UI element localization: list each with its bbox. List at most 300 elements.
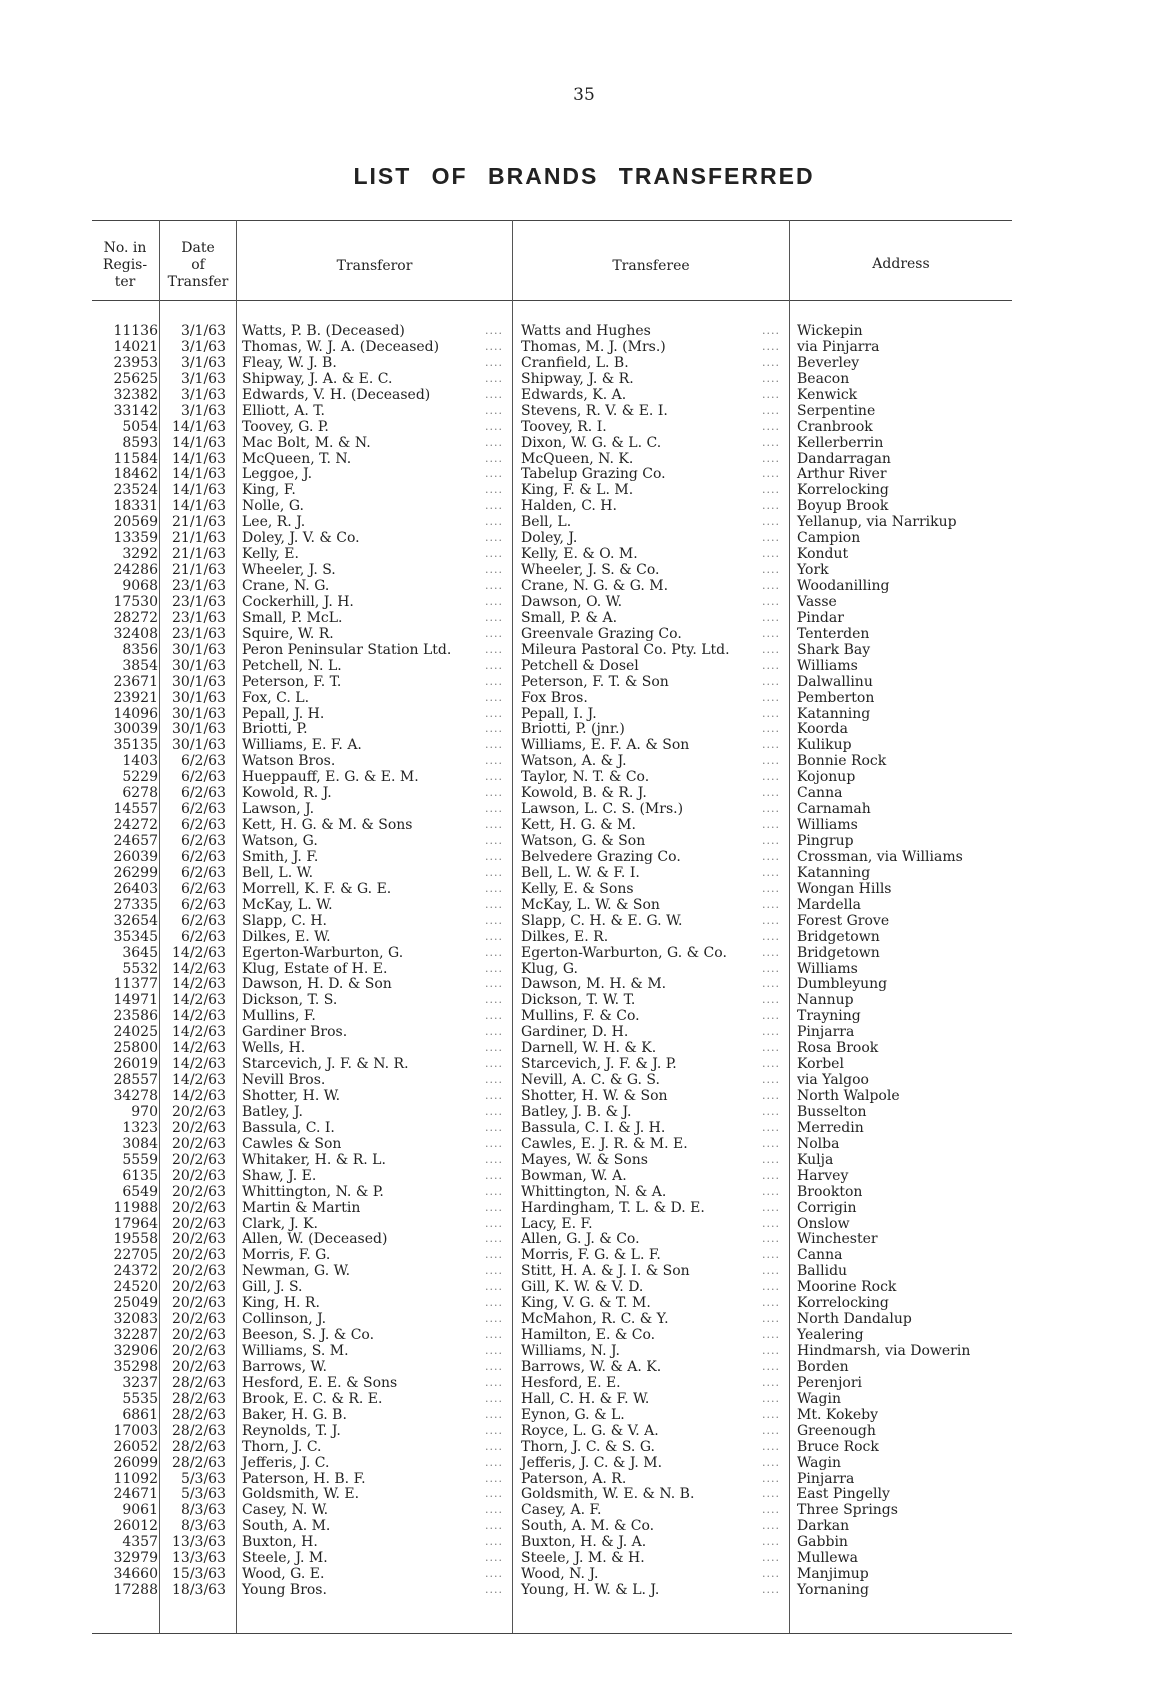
table-row — [0, 801, 1168, 817]
transferee-name: Bowman, W. A. — [521, 1167, 627, 1184]
transferor-name: Watts, P. B. (Deceased) — [242, 323, 405, 339]
transfer-date: 20/2/63 — [172, 1167, 226, 1184]
leader-dots: .... — [762, 1423, 780, 1437]
address: York — [797, 562, 829, 579]
leader-dots: .... — [762, 1551, 780, 1565]
leader-dots: .... — [485, 1104, 503, 1118]
transfer-date: 13/3/63 — [172, 1534, 226, 1551]
table-row — [0, 929, 1168, 945]
register-no: 30039 — [113, 721, 158, 738]
transferor-name: Thorn, J. C. — [242, 1438, 322, 1455]
leader-dots: .... — [762, 658, 780, 672]
transfer-date: 6/2/63 — [180, 785, 226, 802]
table-row — [0, 1311, 1168, 1327]
transfer-date: 21/1/63 — [172, 530, 226, 547]
transfer-date: 20/2/63 — [172, 1311, 226, 1328]
transferee-name: Cawles, E. J. R. & M. E. — [521, 1135, 688, 1152]
transferee-name: Whittington, N. & A. — [521, 1183, 667, 1200]
transferor-name: Jefferis, J. C. — [242, 1454, 330, 1471]
transfer-date: 6/2/63 — [180, 801, 226, 818]
table-row — [0, 1391, 1168, 1407]
transferor-name: Wood, G. E. — [242, 1566, 325, 1583]
page-number: 35 — [573, 85, 595, 105]
register-no: 25625 — [113, 370, 158, 387]
transfer-date: 23/1/63 — [172, 609, 226, 626]
leader-dots: .... — [762, 993, 780, 1007]
leader-dots: .... — [485, 1439, 503, 1453]
address: Dumbleyung — [797, 976, 888, 993]
transfer-date: 14/1/63 — [172, 418, 226, 435]
leader-dots: .... — [762, 403, 780, 417]
transferee-name: Cranfield, L. B. — [521, 354, 629, 371]
transfer-date: 20/2/63 — [172, 1295, 226, 1312]
register-no: 27335 — [113, 896, 158, 913]
transferor-name: Crane, N. G. — [242, 578, 330, 594]
table-row — [0, 1534, 1168, 1550]
table-row — [0, 658, 1168, 674]
table-row — [0, 387, 1168, 403]
leader-dots: .... — [485, 1264, 503, 1278]
transferor-name: Squire, W. R. — [242, 625, 334, 642]
transferee-name: Shipway, J. & R. — [521, 370, 634, 387]
transferor-name: Smith, J. F. — [242, 848, 319, 865]
transferee-name: Bell, L. — [521, 514, 572, 531]
transferee-name: McQueen, N. K. — [521, 450, 634, 467]
register-no: 3237 — [122, 1374, 158, 1391]
register-no: 1403 — [122, 753, 158, 770]
transfer-date: 28/2/63 — [172, 1454, 226, 1471]
table-row — [0, 721, 1168, 737]
transfer-date: 8/3/63 — [180, 1502, 226, 1519]
transferee-name: Stitt, H. A. & J. I. & Son — [521, 1263, 690, 1280]
transferee-name: King, F. & L. M. — [521, 482, 634, 499]
leader-dots: .... — [762, 849, 780, 863]
table-row — [0, 1439, 1168, 1455]
table-row — [0, 881, 1168, 897]
transferor-name: Whittington, N. & P. — [242, 1183, 384, 1200]
transfer-date: 20/2/63 — [172, 1279, 226, 1296]
leader-dots: .... — [762, 1328, 780, 1342]
transferor-name: Klug, Estate of H. E. — [242, 960, 388, 977]
leader-dots: .... — [485, 1312, 503, 1326]
transferor-name: Williams, S. M. — [242, 1343, 349, 1359]
transferor-name: Cockerhill, J. H. — [242, 593, 354, 610]
table-row — [0, 1263, 1168, 1279]
transferee-name: Small, P. & A. — [521, 609, 618, 626]
leader-dots: .... — [762, 1407, 780, 1421]
leader-dots: .... — [485, 897, 503, 911]
table-row — [0, 1168, 1168, 1184]
transferee-name: Edwards, K. A. — [521, 386, 627, 403]
table-row — [0, 674, 1168, 690]
transferee-name: Starcevich, J. F. & J. P. — [521, 1056, 677, 1073]
register-no: 34278 — [113, 1088, 158, 1104]
transferor-name: Fox, C. L. — [242, 689, 310, 706]
register-no: 9061 — [122, 1502, 158, 1519]
register-no: 5535 — [122, 1390, 158, 1407]
address: Kulikup — [797, 737, 852, 754]
table-row — [0, 1279, 1168, 1295]
leader-dots: .... — [485, 690, 503, 704]
address: Dalwallinu — [797, 673, 873, 690]
transfer-date: 14/2/63 — [172, 1008, 226, 1025]
transfer-date: 20/2/63 — [172, 1231, 226, 1248]
register-no: 17964 — [113, 1215, 158, 1232]
leader-dots: .... — [762, 499, 780, 513]
transferee-name: Belvedere Grazing Co. — [521, 848, 681, 865]
address: Crossman, via Williams — [797, 848, 963, 865]
header-date: Date of Transfer — [167, 240, 229, 290]
transferor-name: Small, P. McL. — [242, 609, 343, 626]
table-row — [0, 833, 1168, 849]
transferee-name: Kelly, E. & Sons — [521, 880, 634, 897]
address: Carnamah — [797, 801, 871, 818]
transfer-date: 8/3/63 — [180, 1518, 226, 1535]
transferee-name: Dickson, T. W. T. — [521, 992, 636, 1009]
transferee-name: Pepall, I. J. — [521, 705, 597, 722]
leader-dots: .... — [762, 1104, 780, 1118]
transfer-date: 14/2/63 — [172, 1040, 226, 1057]
address: via Pinjarra — [797, 338, 880, 355]
table-row — [0, 1247, 1168, 1263]
register-no: 26099 — [113, 1454, 158, 1471]
transferor-name: Peron Peninsular Station Ltd. — [242, 641, 452, 658]
leader-dots: .... — [485, 802, 503, 816]
leader-dots: .... — [762, 674, 780, 688]
table-row — [0, 1423, 1168, 1439]
leader-dots: .... — [762, 579, 780, 592]
transferee-name: Tabelup Grazing Co. — [521, 466, 666, 483]
address: Pinjarra — [797, 1024, 855, 1041]
transfer-date: 20/2/63 — [172, 1327, 226, 1344]
leader-dots: .... — [485, 993, 503, 1007]
register-no: 3854 — [122, 657, 158, 674]
transferor-name: Pepall, J. H. — [242, 705, 325, 722]
transfer-date: 6/2/63 — [180, 864, 226, 881]
leader-dots: .... — [485, 579, 503, 592]
transferor-name: Williams, E. F. A. — [242, 737, 362, 754]
leader-dots: .... — [485, 706, 503, 720]
address: Campion — [797, 530, 861, 547]
transferee-name: Goldsmith, W. E. & N. B. — [521, 1486, 695, 1503]
leader-dots: .... — [762, 642, 780, 656]
header-transferee: Transferee — [612, 258, 690, 274]
transfer-date: 14/1/63 — [172, 450, 226, 467]
transfer-date: 14/1/63 — [172, 466, 226, 483]
address: Moorine Rock — [797, 1279, 897, 1296]
transferee-name: Dixon, W. G. & L. C. — [521, 434, 662, 451]
leader-dots: .... — [485, 499, 503, 513]
register-no: 26019 — [113, 1056, 158, 1073]
leader-dots: .... — [762, 1312, 780, 1326]
header-register-no: No. in Regis- ter — [102, 240, 148, 290]
address: Shark Bay — [797, 641, 871, 658]
register-no: 33142 — [113, 402, 158, 419]
transferor-name: Nolle, G. — [242, 498, 304, 515]
leader-dots: .... — [485, 1041, 503, 1055]
leader-dots: .... — [485, 1535, 503, 1549]
address: North Dandalup — [797, 1311, 912, 1328]
register-no: 26012 — [113, 1518, 158, 1535]
transferor-name: Whitaker, H. & R. L. — [242, 1151, 386, 1168]
transferee-name: Fox Bros. — [521, 689, 588, 706]
transferee-name: McMahon, R. C. & Y. — [521, 1311, 669, 1328]
transfer-date: 3/1/63 — [180, 338, 226, 355]
table-row — [0, 992, 1168, 1008]
table-row — [0, 1040, 1168, 1056]
transferee-name: Dawson, M. H. & M. — [521, 976, 667, 993]
table-row — [0, 339, 1168, 355]
table-row — [0, 1407, 1168, 1423]
transferor-name: Wells, H. — [242, 1040, 306, 1057]
register-no: 18462 — [113, 466, 158, 483]
address: Katanning — [797, 864, 871, 881]
transferee-name: Casey, A. F. — [521, 1502, 602, 1519]
transferor-name: Bell, L. W. — [242, 864, 314, 881]
register-no: 24671 — [113, 1486, 158, 1503]
transferor-name: Egerton-Warburton, G. — [242, 944, 404, 961]
leader-dots: .... — [762, 865, 780, 879]
address: Pindar — [797, 609, 844, 626]
leader-dots: .... — [762, 1216, 780, 1230]
leader-dots: .... — [762, 1296, 780, 1310]
register-no: 24272 — [113, 817, 158, 834]
leader-dots: .... — [762, 1471, 780, 1485]
leader-dots: .... — [485, 977, 503, 991]
transfer-date: 14/1/63 — [172, 498, 226, 515]
leader-dots: .... — [485, 387, 503, 401]
leader-dots: .... — [485, 1025, 503, 1039]
table-row — [0, 562, 1168, 578]
transfer-date: 5/3/63 — [180, 1470, 226, 1487]
transferee-name: Greenvale Grazing Co. — [521, 625, 682, 642]
register-no: 6278 — [122, 785, 158, 802]
transferee-name: Hall, C. H. & F. W. — [521, 1390, 650, 1407]
leader-dots: .... — [485, 1407, 503, 1421]
transferor-name: Kett, H. G. & M. & Sons — [242, 817, 413, 834]
transferee-name: Stevens, R. V. & E. I. — [521, 402, 668, 419]
register-no: 11988 — [113, 1199, 158, 1216]
register-no: 32083 — [113, 1311, 158, 1328]
table-row — [0, 1518, 1168, 1534]
leader-dots: .... — [762, 371, 780, 385]
address: Beacon — [797, 370, 850, 387]
leader-dots: .... — [762, 1073, 780, 1087]
transfer-date: 3/1/63 — [180, 370, 226, 387]
transferor-name: Gardiner Bros. — [242, 1024, 348, 1041]
leader-dots: .... — [762, 1264, 780, 1278]
transfer-date: 21/1/63 — [172, 562, 226, 579]
leader-dots: .... — [762, 1455, 780, 1469]
leader-dots: .... — [762, 387, 780, 401]
leader-dots: .... — [762, 929, 780, 943]
address: Kellerberrin — [797, 434, 884, 451]
register-no: 32906 — [113, 1343, 158, 1359]
transfer-date: 30/1/63 — [172, 705, 226, 722]
register-no: 24372 — [113, 1263, 158, 1280]
transferee-name: Dawson, O. W. — [521, 593, 623, 610]
transferee-name: Wood, N. J. — [521, 1566, 599, 1583]
table-row — [0, 1486, 1168, 1502]
table-row — [0, 897, 1168, 913]
transferor-name: Gill, J. S. — [242, 1279, 303, 1296]
transferor-name: Slapp, C. H. — [242, 912, 328, 929]
leader-dots: .... — [485, 1057, 503, 1071]
leader-dots: .... — [762, 1535, 780, 1549]
table-row — [0, 785, 1168, 801]
transfer-date: 28/2/63 — [172, 1390, 226, 1407]
address: Onslow — [797, 1215, 850, 1232]
header-transferor: Transferor — [336, 258, 413, 274]
leader-dots: .... — [762, 467, 780, 481]
transferee-name: King, V. G. & T. M. — [521, 1295, 651, 1312]
leader-dots: .... — [762, 419, 780, 433]
transferee-name: Eynon, G. & L. — [521, 1406, 625, 1423]
leader-dots: .... — [485, 1391, 503, 1405]
table-row — [0, 737, 1168, 753]
transfer-date: 14/2/63 — [172, 976, 226, 993]
transfer-date: 28/2/63 — [172, 1406, 226, 1423]
transferor-name: Collinson, J. — [242, 1311, 327, 1328]
address: Yealering — [797, 1327, 864, 1344]
register-no: 3084 — [122, 1135, 158, 1152]
leader-dots: .... — [485, 1519, 503, 1533]
register-no: 14096 — [113, 705, 158, 722]
register-no: 24520 — [113, 1279, 158, 1296]
register-no: 26052 — [113, 1438, 158, 1455]
transferor-name: King, H. R. — [242, 1295, 320, 1312]
table-row — [0, 498, 1168, 514]
table-row — [0, 403, 1168, 419]
leader-dots: .... — [485, 483, 503, 497]
table-row — [0, 1359, 1168, 1375]
table-row — [0, 1056, 1168, 1072]
transferee-name: Allen, G. J. & Co. — [521, 1231, 640, 1248]
table-row — [0, 1184, 1168, 1200]
transfer-date: 28/2/63 — [172, 1374, 226, 1391]
leader-dots: .... — [762, 1248, 780, 1262]
transfer-date: 14/2/63 — [172, 1056, 226, 1073]
leader-dots: .... — [485, 1471, 503, 1485]
leader-dots: .... — [762, 1567, 780, 1581]
transferor-name: Edwards, V. H. (Deceased) — [242, 386, 431, 403]
register-no: 25049 — [113, 1295, 158, 1312]
transfer-date: 20/2/63 — [172, 1343, 226, 1359]
register-no: 6549 — [122, 1183, 158, 1200]
leader-dots: .... — [485, 1551, 503, 1565]
table-row — [0, 1152, 1168, 1168]
transfer-date: 30/1/63 — [172, 689, 226, 706]
transfer-date: 20/2/63 — [172, 1263, 226, 1280]
leader-dots: .... — [762, 802, 780, 816]
address: Dandarragan — [797, 450, 891, 467]
address: Forest Grove — [797, 912, 890, 929]
address: Arthur River — [797, 466, 887, 483]
leader-dots: .... — [485, 1328, 503, 1342]
transferee-name: Williams, N. J. — [521, 1343, 620, 1359]
table-row — [0, 1455, 1168, 1471]
transferee-name: Slapp, C. H. & E. G. W. — [521, 912, 683, 929]
leader-dots: .... — [485, 467, 503, 481]
address: Pemberton — [797, 689, 875, 706]
register-no: 5559 — [122, 1151, 158, 1168]
leader-dots: .... — [762, 1089, 780, 1102]
leader-dots: .... — [485, 913, 503, 927]
transferee-name: Mileura Pastoral Co. Pty. Ltd. — [521, 641, 730, 658]
address: Nannup — [797, 992, 854, 1009]
leader-dots: .... — [762, 339, 780, 353]
leader-dots: .... — [485, 1455, 503, 1469]
transfer-date: 6/2/63 — [180, 896, 226, 913]
transferee-name: Jefferis, J. C. & J. M. — [521, 1454, 663, 1471]
leader-dots: .... — [485, 547, 503, 561]
address: Koorda — [797, 721, 848, 738]
transferor-name: McKay, L. W. — [242, 896, 333, 913]
table-row — [0, 1295, 1168, 1311]
leader-dots: .... — [485, 1567, 503, 1581]
address: Canna — [797, 1247, 843, 1264]
leader-dots: .... — [485, 355, 503, 369]
transferor-name: Briotti, P. — [242, 721, 308, 738]
leader-dots: .... — [762, 1280, 780, 1294]
address: Brookton — [797, 1183, 863, 1200]
transferee-name: Watson, G. & Son — [521, 833, 646, 849]
address: Wongan Hills — [797, 880, 892, 897]
leader-dots: .... — [485, 834, 503, 847]
leader-dots: .... — [485, 563, 503, 577]
transferor-name: Baker, H. G. B. — [242, 1406, 347, 1423]
leader-dots: .... — [485, 610, 503, 624]
transfer-date: 14/2/63 — [172, 960, 226, 977]
leader-dots: .... — [762, 531, 780, 545]
transferor-name: Starcevich, J. F. & N. R. — [242, 1056, 409, 1073]
table-row — [0, 514, 1168, 530]
transferor-name: Clark, J. K. — [242, 1215, 318, 1232]
transfer-date: 14/2/63 — [172, 992, 226, 1009]
leader-dots: .... — [762, 770, 780, 784]
leader-dots: .... — [762, 435, 780, 449]
leader-dots: .... — [485, 451, 503, 465]
transfer-date: 30/1/63 — [172, 673, 226, 690]
register-no: 14021 — [113, 338, 158, 355]
address: Bruce Rock — [797, 1438, 879, 1455]
transfer-date: 15/3/63 — [172, 1566, 226, 1583]
leader-dots: .... — [485, 722, 503, 736]
leader-dots: .... — [762, 1041, 780, 1055]
leader-dots: .... — [762, 754, 780, 768]
register-no: 17288 — [113, 1582, 158, 1599]
leader-dots: .... — [485, 786, 503, 800]
address: Katanning — [797, 705, 871, 722]
transfer-date: 23/1/63 — [172, 593, 226, 610]
leader-dots: .... — [485, 324, 503, 337]
transfer-date: 3/1/63 — [180, 402, 226, 419]
transferee-name: Darnell, W. H. & K. — [521, 1040, 657, 1057]
leader-dots: .... — [762, 547, 780, 561]
leader-dots: .... — [485, 371, 503, 385]
transferee-name: Lawson, L. C. S. (Mrs.) — [521, 801, 684, 818]
leader-dots: .... — [762, 961, 780, 975]
address: Ballidu — [797, 1263, 848, 1280]
leader-dots: .... — [762, 786, 780, 800]
transfer-date: 6/2/63 — [180, 912, 226, 929]
leader-dots: .... — [485, 1423, 503, 1437]
transferor-name: McQueen, T. N. — [242, 450, 352, 467]
transfer-date: 14/2/63 — [172, 944, 226, 961]
transferor-name: Dickson, T. S. — [242, 992, 338, 1009]
leader-dots: .... — [485, 929, 503, 943]
transferor-name: Kelly, E. — [242, 546, 299, 563]
